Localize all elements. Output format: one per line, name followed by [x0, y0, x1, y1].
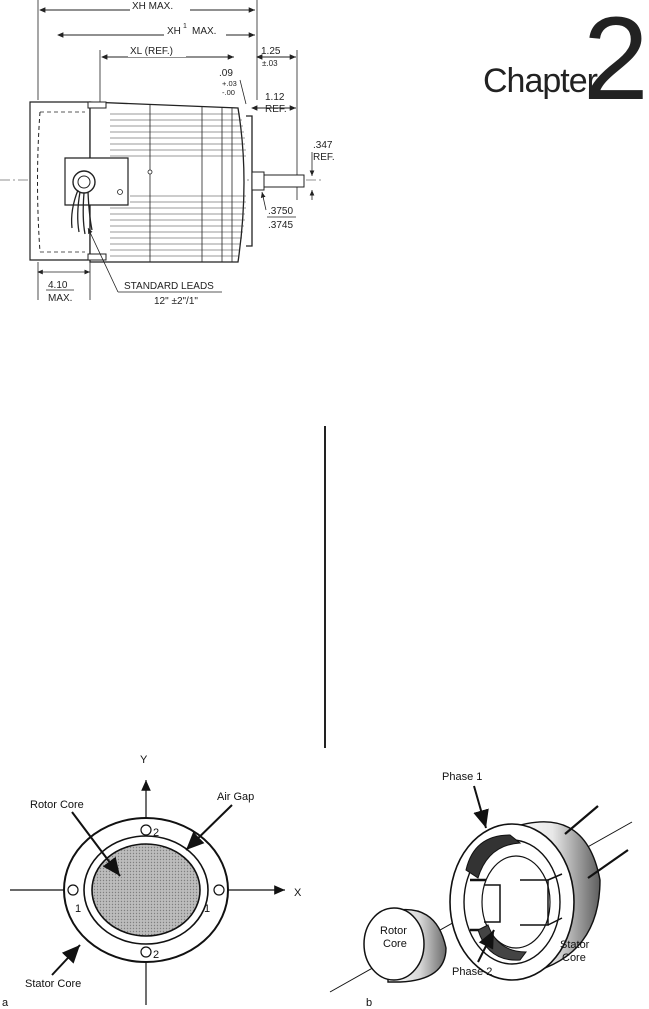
dim-3750: .3750 — [268, 206, 294, 217]
phase2-label: Phase 2 — [452, 966, 493, 978]
air-gap-label: Air Gap — [217, 791, 255, 803]
pole-bottom-label: 2 — [153, 949, 160, 961]
dim-09: .09 — [219, 68, 233, 79]
dim-4-10-max: MAX. — [48, 293, 73, 304]
dim-1-12: 1.12 — [265, 92, 285, 103]
dim-xh1-sup: 1 — [183, 23, 187, 30]
figure-b-caption: b — [366, 997, 373, 1009]
phase1-label: Phase 1 — [442, 771, 483, 783]
pole-right-label: 1 — [204, 903, 211, 915]
leads-length-label: 12" ±2"/1" — [154, 296, 198, 307]
dim-3745: .3745 — [268, 220, 294, 231]
dim-4-10: 4.10 — [48, 280, 68, 291]
pole-left-label: 1 — [75, 903, 82, 915]
axis-x-label: X — [294, 887, 302, 899]
chapter-label: Chapter — [483, 62, 597, 100]
stator-core-b-label-2: Core — [562, 952, 586, 964]
pole-top-label: 2 — [153, 827, 160, 839]
dim-1-25: 1.25 — [261, 46, 281, 57]
standard-leads-label: STANDARD LEADS — [124, 281, 214, 292]
dim-1-25-tol: ±.03 — [262, 59, 278, 68]
rotor-core-label: Rotor Core — [30, 799, 84, 811]
dim-09-tol-plus: +.03 — [222, 79, 237, 88]
dim-1-12-ref: REF. — [265, 104, 287, 115]
dim-xl-ref: XL (REF.) — [130, 46, 173, 57]
figure-a-caption: a — [2, 997, 9, 1009]
axis-y-label: Y — [140, 754, 148, 766]
dim-xh1-tail: MAX. — [192, 26, 217, 37]
dim-xh-max: XH MAX. — [132, 1, 174, 12]
rotor-core-b-label-2: Core — [383, 938, 407, 950]
stator-core-label: Stator Core — [25, 978, 82, 990]
dim-347-ref: REF. — [313, 152, 335, 163]
stator-core-b-label-1: Stator — [560, 939, 590, 951]
chapter-number: 2 — [583, 0, 649, 125]
dim-09-tol-minus: -.00 — [222, 88, 235, 97]
dim-xh1-base: XH — [167, 26, 181, 37]
rotor-core-b-label-1: Rotor — [380, 925, 407, 937]
dim-347: .347 — [313, 140, 333, 151]
